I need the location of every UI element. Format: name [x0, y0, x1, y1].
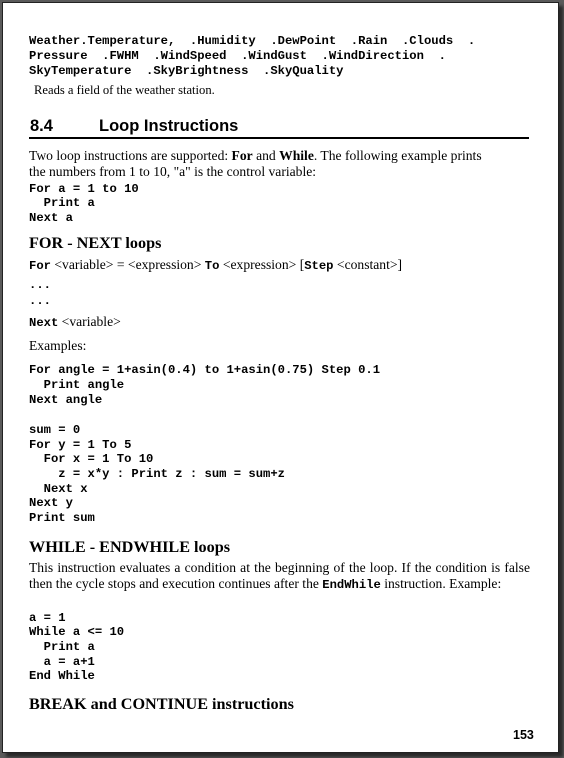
syntax-ellipsis: ... [29, 294, 51, 308]
intro-and: and [252, 148, 280, 163]
syntax-part-3: <constant>] [333, 257, 403, 272]
example1-line: Print a [29, 196, 95, 210]
example4-line: End While [29, 669, 95, 683]
syntax-step-keyword: Step [304, 259, 334, 273]
document-page [2, 2, 559, 753]
example4-line: Print a [29, 640, 95, 654]
intro-line-1 [29, 148, 482, 164]
weather-fields-line-2: Pressure .FWHM .WindSpeed .WindGust .WindDirection . [29, 49, 446, 63]
example3-line: Next x [29, 482, 88, 496]
while-desc-b: instruction. Example: [380, 576, 502, 591]
section-title: Loop Instructions [99, 117, 239, 135]
example3-line: Next y [29, 496, 73, 510]
example3-line: Print sum [29, 511, 95, 525]
for-keyword: For [231, 148, 253, 163]
while-description [29, 560, 530, 593]
section-number: 8.4 [30, 117, 53, 135]
for-syntax-line [29, 257, 402, 274]
weather-fields-line-3: SkyTemperature .SkyBrightness .SkyQuality [29, 64, 344, 78]
example3-line: z = x*y : Print z : sum = sum+z [29, 467, 285, 481]
for-next-heading: FOR - NEXT loops [29, 234, 162, 252]
syntax-next-keyword: Next [29, 316, 59, 330]
example3-line: For y = 1 To 5 [29, 438, 132, 452]
while-heading: WHILE - ENDWHILE loops [29, 538, 231, 556]
intro-text-b: . The following example prints [313, 148, 482, 163]
page-number: 153 [513, 728, 534, 742]
example4-line: a = 1 [29, 611, 66, 625]
example2-line: Print angle [29, 378, 125, 392]
syntax-part-2: <expression> [ [219, 257, 305, 272]
example4-line: a = a+1 [29, 655, 95, 669]
weather-fields-line-1: Weather.Temperature, .Humidity .DewPoint .Rain .Clouds . [29, 34, 476, 48]
example1-line: For a = 1 to 10 [29, 182, 139, 196]
syntax-to-keyword: To [204, 259, 220, 273]
syntax-ellipsis: ... [29, 278, 51, 292]
intro-line-2: the numbers from 1 to 10, "a" is the control variable: [29, 164, 317, 179]
weather-fields-description: Reads a field of the weather station. [34, 83, 215, 97]
while-desc-a: This instruction evaluates a condition at the beginning of the loop. If the condition is false then the cycle stops and execution continues after the [29, 560, 530, 591]
endwhile-keyword: EndWhile [322, 578, 381, 592]
next-syntax-line [29, 314, 121, 331]
syntax-for-keyword: For [29, 259, 51, 273]
example3-line: For x = 1 To 10 [29, 452, 154, 466]
section-heading [29, 115, 529, 139]
intro-text-a: Two loop instructions are supported: [29, 148, 232, 163]
example3-line: sum = 0 [29, 423, 81, 437]
example4-line: While a <= 10 [29, 625, 125, 639]
while-keyword: While [279, 148, 314, 163]
examples-label: Examples: [29, 338, 87, 353]
example1-line: Next a [29, 211, 73, 225]
syntax-next-variable: <variable> [58, 314, 121, 329]
example2-line: For angle = 1+asin(0.4) to 1+asin(0.75) Step 0.1 [29, 363, 381, 377]
example2-line: Next angle [29, 393, 103, 407]
break-continue-heading: BREAK and CONTINUE instructions [29, 695, 294, 713]
syntax-part-1: <variable> = <expression> [50, 257, 205, 272]
